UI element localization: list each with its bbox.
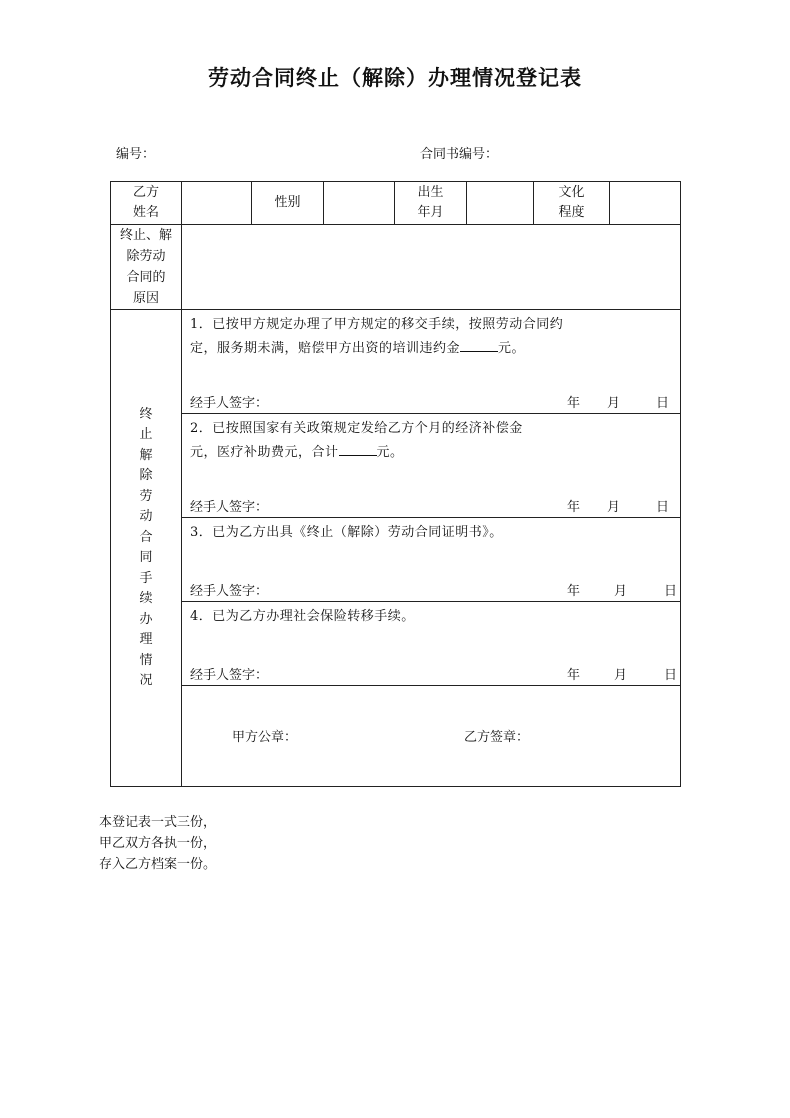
date-year: 年: [567, 584, 581, 599]
footnote-line: 存入乙方档案一份。: [99, 857, 217, 872]
item-cell-handover: [182, 310, 681, 414]
reason-label-line: 原因: [132, 291, 159, 306]
side-label-char: 理: [139, 632, 153, 647]
registration-table: [110, 181, 681, 787]
education-value-cell[interactable]: [610, 182, 681, 225]
side-label-char: 况: [139, 673, 153, 688]
item-text-line: 元，医疗补助费元，合计 元。: [190, 441, 672, 465]
reason-label-line: 除劳动: [126, 249, 166, 264]
item-cell-certificate: [182, 518, 681, 602]
page-title: 劳动合同终止（解除）办理情况登记表: [208, 65, 582, 90]
seal-cell: [182, 686, 681, 787]
date-day: 日: [664, 584, 678, 599]
signer-label: 经手人签字：: [190, 668, 269, 683]
item-text-line: 2．已按照国家有关政策规定发给乙方个月的经济补偿金: [190, 421, 523, 436]
gender-value-cell[interactable]: [324, 182, 395, 225]
party-b-seal-label: 乙方签章：: [464, 730, 530, 745]
side-label-char: 合: [139, 529, 153, 545]
footnote: [99, 812, 216, 875]
item-text-line: 定，服务期未满，赔偿甲方出资的培训违约金 元。: [190, 337, 672, 361]
date-month: 月: [607, 396, 621, 411]
item-row-4: [111, 602, 681, 686]
side-label-char: 办: [139, 611, 153, 627]
date-month: 月: [614, 584, 628, 599]
item-text-line: 3．已为乙方出具《终止（解除）劳动合同证明书》。: [190, 525, 503, 540]
date-year: 年: [567, 396, 581, 411]
contract-number-label: 合同书编号：: [420, 147, 499, 162]
side-label-char: 终: [139, 406, 153, 422]
side-label-char: 止: [139, 427, 153, 442]
side-label-char: 同: [139, 550, 153, 565]
reason-label-cell: [111, 225, 182, 310]
header-row: [111, 182, 681, 225]
education-label-cell: [534, 182, 610, 225]
name-label-cell: [111, 182, 182, 225]
signer-label: 经手人签字：: [190, 500, 269, 515]
item-row-1: [111, 310, 681, 414]
side-label-char: 动: [139, 509, 153, 524]
date-day: 日: [656, 396, 670, 411]
date-day: 日: [664, 668, 678, 683]
birth-value-cell[interactable]: [467, 182, 534, 225]
name-value-cell[interactable]: [182, 182, 252, 225]
education-label-line2: 程度: [558, 205, 585, 220]
side-label-char: 解: [139, 447, 153, 463]
date-month: 月: [614, 668, 628, 683]
birth-label-line1: 出生: [417, 185, 444, 200]
gender-label: 性别: [252, 182, 324, 225]
party-a-seal-label: 甲方公章：: [232, 730, 298, 745]
item-row-2: [111, 414, 681, 518]
signer-label: 经手人签字：: [190, 396, 269, 411]
item-text-line: 1．已按甲方规定办理了甲方规定的移交手续，按照劳动合同约: [190, 317, 564, 332]
item-row-3: [111, 518, 681, 602]
footnote-line: 甲乙双方各执一份，: [99, 836, 217, 851]
education-label-line1: 文化: [558, 185, 585, 200]
side-label-char: 手: [139, 570, 153, 586]
number-label: 编号：: [116, 147, 156, 162]
seal-row: [111, 686, 681, 787]
date-month: 月: [607, 500, 621, 515]
item-text-line: 4．已为乙方办理社会保险转移手续。: [190, 609, 415, 624]
reason-label-line: 合同的: [126, 270, 166, 285]
total-amount-blank[interactable]: [339, 441, 377, 456]
birth-label-line2: 年月: [417, 205, 444, 220]
side-label-char: 续: [139, 591, 153, 606]
birth-label-cell: [395, 182, 467, 225]
date-year: 年: [567, 668, 581, 683]
date-year: 年: [567, 500, 581, 515]
reason-value-cell[interactable]: [182, 225, 681, 310]
procedure-side-label: [111, 310, 182, 787]
penalty-amount-blank[interactable]: [460, 337, 498, 352]
signer-label: 经手人签字：: [190, 584, 269, 599]
date-day: 日: [656, 500, 670, 515]
reason-label-line: 终止、解: [119, 228, 172, 243]
side-label-char: 劳: [139, 488, 153, 504]
item-cell-compensation: [182, 414, 681, 518]
name-label-line1: 乙方: [132, 185, 159, 200]
item-cell-insurance: [182, 602, 681, 686]
name-label-line2: 姓名: [132, 205, 159, 220]
side-label-char: 情: [139, 652, 153, 668]
reason-row: [111, 225, 681, 310]
side-label-char: 除: [139, 468, 153, 483]
footnote-line: 本登记表一式三份，: [99, 815, 217, 830]
